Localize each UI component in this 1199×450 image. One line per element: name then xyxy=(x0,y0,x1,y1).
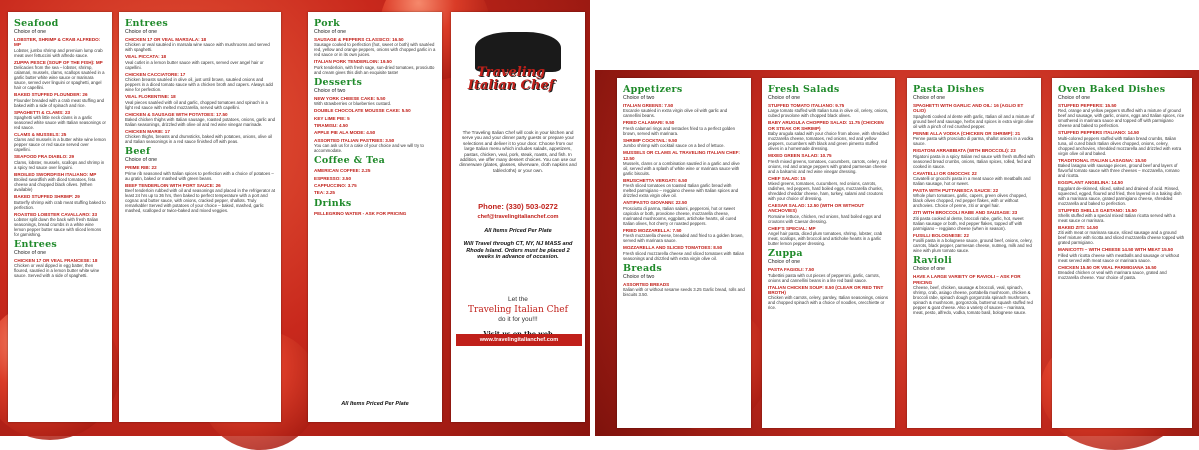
menu-item-description: Chicken thighs, breasts and drumsticks, baked with potatoes, onions, olive oil and Italian seasonings in a red sauce finished off with peas. xyxy=(125,134,273,145)
menu-item-name: CHICKEN 17 OR VEAL MARSALA: 18 xyxy=(125,37,207,42)
menu-item-name: SPAGHETTI WITH GARLIC AND OIL: 16 (AGLIO ET OLIO) xyxy=(913,103,1024,114)
logo-line-2: Italian Chef xyxy=(467,78,555,93)
menu-item-name: STUFFED SHELLS GAETANO: 15.50 xyxy=(1058,207,1137,213)
menu-item-name: EGGPLANT ANGELINA: 14.50 xyxy=(1058,180,1123,186)
section-title: Pork xyxy=(314,18,341,29)
menu-item-name: SAUSAGE & PEPPERS CLASSICO: 16.50 xyxy=(314,37,404,42)
menu-item-name: CHICKEN MARIE: 17 xyxy=(125,129,170,135)
section-subtitle: Choice of one xyxy=(768,259,801,266)
menu-item-description: Lobster, jumbo shrimp and premium lump crab meat over fettuccini with alfredo sauce. xyxy=(14,47,103,58)
menu-item-description: With strawberries or blueberries custard. xyxy=(314,101,392,107)
menu-item-name: VEAL PICCATA: 18 xyxy=(125,54,167,60)
section-title: Ravioli xyxy=(913,255,953,267)
menu-item-name: PELLEGRINO WATER - ASK FOR PRICING xyxy=(314,210,407,216)
menu-item-name: ROASTED LOBSTER CAVALLARO: 33 xyxy=(14,211,98,217)
menu-item-name: ITALIAN CHICKEN SOUP: 8.50 (CLEAR OR RED TINT BROTH) xyxy=(768,284,884,296)
menu-item-description: Large tomato stuffed with Italian tuna in olive oil, celery, onions, cubed provolone with chopped black olives. xyxy=(768,108,889,119)
menu-item-description: Chicken with carrots, celery, parsley, Italian seasonings, onions and chopped spinach with a choice of noodles, orecchiette or rice. xyxy=(768,295,888,311)
menu-panel-salads-zuppa xyxy=(762,78,895,428)
section-title: Beef xyxy=(125,146,151,158)
menu-item-description: Veal cutlet in a lemon butter sauce with capers, served over angel hair or capellini. xyxy=(125,59,264,70)
website-link[interactable]: www.travelingitalianchef.com xyxy=(456,334,582,346)
section-title: Fresh Salads xyxy=(768,84,840,95)
menu-item-name: BAKED STUFFED FLOUNDER: 26 xyxy=(14,92,88,98)
section-subtitle: Choice of one xyxy=(125,157,158,164)
menu-panel-appetizers xyxy=(617,78,751,428)
intro-text: The Traveling Italian Chef will cook in your kitchen and serve you and your dinner party guests or prepare your selections and deliver it to your door. Choose from our large Italian menu which includes salads, appetizers, pastas, chicken, veal, pork, steak, roasts, and fish. In addition, we offer many dessert choices. You can use our dinnerware (plates, glasses, silverware, cloth napkins and tablecloths) or your own. xyxy=(459,130,577,173)
menu-item-description: Clams and mussels in a butter white wine lemon pepper sauce or red sauce served over capellini. xyxy=(14,137,106,153)
menu-item-name: TEA: 2.25 xyxy=(314,190,335,196)
menu-item-name: CHICKEN 17 OR VEAL FRANCESE: 18 xyxy=(14,258,98,264)
menu-item-description: Multi-colored peppers stuffed with Italian bread crumbs, Italian tuna, oil cured black Italian olives chopped, onions, celery, chopped anchovies, shredded mozzarella and drizzled with extra virgin olive oil and baked. xyxy=(1058,135,1182,156)
menu-item-name: CHEF SALAD: 15 xyxy=(768,175,806,181)
phone-number: Phone: (330) 503-0272 xyxy=(478,202,558,211)
menu-item-name: PASTA WITH PUTTANESCA SAUCE: 22 xyxy=(913,188,999,194)
menu-item-description: Pork tenderloin, with fresh sage, sun-dried tomatoes, prosciutto and cream gives this dish an exquisite taste! xyxy=(314,64,435,75)
menu-item-description: Chicken or veal sautéed in marsala wine sauce with mushrooms and served with spaghetti. xyxy=(125,42,270,53)
section-title: Coffee & Tea xyxy=(314,155,386,167)
section-subtitle: Choice of one xyxy=(125,29,158,35)
menu-item-name: TIRAMISU: 4.50 xyxy=(314,123,348,129)
section-subtitle: Choice of one xyxy=(14,250,47,257)
menu-item-name: ITALIAN PORK TENDERLOIN: 19.50 xyxy=(314,59,392,65)
menu-item-name: TRADITIONAL ITALIAN LASAGNA: 15.50 xyxy=(1058,157,1147,163)
section-subtitle: Choice of one xyxy=(913,95,946,101)
menu-item-name: FUSILLI BOLOGNESE: 22 xyxy=(913,232,969,238)
menu-item-description: Italian with or without sesame seeds 3.25 Garlic bread, rolls and biscuits 3.50. xyxy=(623,287,745,298)
menu-item-description: Fusilli pasta in a bolognese sauce, ground beef, onions, celery, carrots, black pepper, parmesan cheese, nutmeg, milk and red wine with plum tomato sauce. xyxy=(913,238,1033,254)
menu-item-name: PRIME RIB: 22 xyxy=(125,165,157,171)
menu-item-name: VEAL FLORENTINE: 18 xyxy=(125,94,176,100)
menu-item-name: FRIED MOZZARELLA: 7.50 xyxy=(623,227,682,233)
logo-line-1: Traveling xyxy=(476,65,546,80)
menu-panel-pasta-ravioli xyxy=(907,78,1041,428)
menu-item-description: Clams, lobster, mussels, scallops and shrimp in a spicy red sauce over linguini. xyxy=(14,159,105,170)
menu-item-description: Flounder breaded with a crab meat stuffing and baked with a side of spinach and rice. xyxy=(14,97,104,108)
panel-footer: All Items Priced Per Plate xyxy=(341,401,409,408)
section-subtitle: Choice of one xyxy=(314,29,347,35)
menu-item-name: SEAFOOD FRA DIABLO: 29 xyxy=(14,154,75,160)
menu-item-name: CAESAR SALAD: 12.50 (WITH OR WITHOUT ANCHOVIES) xyxy=(768,203,865,214)
menu-item-description: Chicken breasts sautéed in olive oil, just until brown, sautéed onions and peppers in a diced tomato sauce with a chicken broth and capers. Always add wine for perfection. xyxy=(125,77,273,93)
menu-item-description: Fresh mozzarella cheese, breaded and fried to a golden brown, served with marinara sauce. xyxy=(623,233,744,244)
menu-item-name: MUSSELS OR CLAMS AL TRAVELING ITALIAN CHEF: 12.50 xyxy=(623,150,740,161)
menu-item-name: MANICOTTI – WITH CHEESE 14.50 WITH MEAT 15.50 xyxy=(1058,247,1174,253)
priced-per-plate: All Items Priced Per Plate xyxy=(484,228,552,234)
menu-item-description: Butterfly shrimp with crab meat stuffing baked to perfection. xyxy=(14,199,106,210)
menu-item-name: RIGATONI ARRABBIATA (WITH BROCCOLI): 23 xyxy=(913,148,1016,154)
menu-item-name: STUFFED TOMATO ITALIANO: 9.75 xyxy=(768,103,845,108)
menu-item-name: ESPRESSO: 3.50 xyxy=(314,175,352,181)
menu-item-description: Veal pieces sautéed with oil and garlic, chopped tomatoes and spinach in a light red sauce with melted mozzarella, served with capellini. xyxy=(125,99,268,110)
menu-item-name: ANTIPASTO GIOVANNI: 22.50 xyxy=(623,200,688,206)
menu-item-name: SHRIMP COCKTAIL: 9.50 xyxy=(623,137,678,143)
menu-item-name: PENNE ALLA VODKA (CHICKEN OR SHRIMP): 21 xyxy=(913,130,1021,136)
menu-item-description: Mixed greens, tomatoes, cucumbers, red onions, carrots, radishes, red peppers, hard boiled eggs, mozzarella chunks, shredded cheddar cheese, ham, turkey, salami and croutons with your choice of dressing. xyxy=(768,181,884,202)
menu-item-name: KEY LIME PIE: 5 xyxy=(314,115,350,121)
section-subtitle: Choice of one xyxy=(14,29,47,35)
section-subtitle: Choice of two xyxy=(623,273,655,280)
menu-item-description: Eggplant de-skinned, sliced, salted and drained of acid. Rinsed, squeezed, egged, floured and fried, then layered in a baking dish with a marinara sauce, grated parmigiano cheese, shredded mozzarella and baked to perfection. xyxy=(1058,185,1182,206)
menu-item-description: Cavatelli or gnocchi pasta in a meat sauce with meatballs and Italian sausage, hot or sweet. xyxy=(913,176,1031,187)
section-subtitle: Choice of two xyxy=(314,87,346,94)
menu-item-description: Prime rib seasoned with Italian spices to perfection with a choice of potatoes – au gratin, baked or mashed with green beans. xyxy=(125,170,274,181)
menu-item-description: Rigatoni pasta in a spicy Italian red sauce with fresh stuffed with seasoned bread crumbs, onions, Italian spices, rolled, fed and cooked in sauce. xyxy=(913,153,1035,169)
menu-item-name: MOZZARELLA AND SLICED TOMATOES: 8.50 xyxy=(623,245,723,251)
menu-item-description: Spaghetti cooked al dente with garlic, Italian oil and a mixture of ground beef and sausage, herbs and spices in extra virgin olive oil with a pinch of red crushed pepper. xyxy=(913,113,1035,129)
section-title: Seafood xyxy=(14,18,59,29)
section-title: Breads xyxy=(623,262,663,274)
menu-item-name: DOUBLE CHOCOLATE MOUSSE CAKE: 5.50 xyxy=(314,108,411,114)
menu-panel-oven-baked xyxy=(1052,78,1192,428)
travel-notice: Will Travel through CT, NY, NJ MASS and Rhode Island. Orders must be placed 2 weeks in advance of occasion. xyxy=(463,241,573,261)
menu-item-name: CLAMS & MUSSELS: 25 xyxy=(14,132,67,138)
menu-item-name: STUFFED PEPPERS: 15.50 xyxy=(1058,103,1117,108)
menu-item-description: Breaded chicken or veal with marinara sauce, grated and mozzarella cheese. Your choice of pasta. xyxy=(1058,270,1167,281)
menu-item-name: FRIED CALAMARI: 9.50 xyxy=(623,120,675,126)
menu-item-name: BEEF TENDERLOIN WITH PORT SAUCE: 26 xyxy=(125,182,221,188)
menu-item-description: Cheese, beef, chicken, sausage & broccoli, veal, spinach, shrimp, crab, asiago cheese, portabella mushroom, chicken & broccoli rabe, spinach dough gorgonzola spinach mushroom, spinach & mushroom, gorgonzola, butternut squash stuffed red pepper & goat cheese. Also a variety of sauces – marinara, meat, pesto, alfredo, vodka, tomato basil, bolognese sauce. xyxy=(913,285,1033,316)
menu-item-description: Sausage cooked to perfection (hot, sweet or both) with sautéed red, yellow and orange peppers, onions with chopped garlic in a red sauce or in its own juices. xyxy=(314,42,436,58)
section-subtitle: Choice of one xyxy=(768,95,801,101)
menu-item-name: CAPPUCCINO: 3.75 xyxy=(314,183,357,189)
menu-item-name: CHICKEN 15.50 OR VEAL PARMIGIANA 16.50 xyxy=(1058,264,1157,270)
menu-panel-pork-desserts xyxy=(308,12,442,422)
menu-item-name: ASSORTED BREADS xyxy=(623,281,670,287)
menu-item-description: Ziti with meat or marinara sauce, sliced sausage and a ground beef mixture with ricotta and sliced mozzarella cheese topped with grated parmigiano. xyxy=(1058,230,1185,246)
menu-item-description: Fresh sliced tomatoes on toasted Italian garlic bread with melted parmigiano – reggiano cheese with Italian spices and drizzled extra virgin olive oil. xyxy=(623,183,739,199)
menu-item-description: Tubettini pasta with cut pieces of pepperoni, garlic, carrots, onions and cannellini beans in a lite red basil sauce. xyxy=(768,272,880,283)
menu-panel-entrees-beef xyxy=(119,12,281,422)
menu-item-description: Fresh sliced mozzarella cheese and sliced tomatoes with Italian seasonings and drizzled with extra virgin olive oil. xyxy=(623,250,745,261)
section-title: Pasta Dishes xyxy=(913,84,985,95)
menu-item-description: Romaine lettuce, chicken, red onions, hard boiled eggs and croutons with Caesar dressing. xyxy=(768,213,881,224)
menu-item-description: You can ask us for a cake of your choice and we will try to accommodate. xyxy=(314,143,424,154)
section-title: Desserts xyxy=(314,76,363,88)
menu-item-description: Jumbo shrimp with cocktail sauce on a bed of lettuce. xyxy=(623,143,725,149)
menu-item-description: Filled with ricotta cheese with meatballs and sausage or without meat served with meat sauce or marinara sauce. xyxy=(1058,252,1180,263)
menu-item-name: ITALIAN GREENS: 7.50 xyxy=(623,103,674,108)
menu-item-description: Fresh calamari rings and tentacles fried to a perfect golden brown, served with marinara. xyxy=(623,125,736,136)
cover-panel xyxy=(451,12,585,422)
menu-item-description: Delicacies from the sea – lobster, shrimp, calamari, mussels, clams, scallops sautéed in a garlic butter white wine sauce or marinara sauce, served over linguini or spaghetti, angel hair or capellini. xyxy=(14,65,105,91)
menu-item-description: Red, orange and yellow peppers stuffed with a mixture of ground beef and sausage, with garlic, onions, eggs and Italian spices, rice smothered in marinara sauce and topped off with parmigiano cheese and baked to perfection. xyxy=(1058,108,1185,129)
menu-item-name: BABY ARUGULA CHOPPED SALAD: 11.75 (CHICKEN OR STEAK OR SHRIMP) xyxy=(768,120,884,131)
menu-item-description: Angel hair pasta, diced plum tomatoes, shrimp, lobster, crab meat, scallops, with broccoli and artichoke hearts in a garlic butter lemon pepper dressing. xyxy=(768,231,883,247)
menu-item-name: BAKED ZITI: 14.50 xyxy=(1058,225,1099,231)
section-title: Entrees xyxy=(125,18,169,29)
menu-item-name: SPAGHETTI & CLAMS: 23 xyxy=(14,109,71,115)
menu-item-description: Prosciutto di parma, Italian salami, pepperoni, hot or sweet capicola or both, provolone cheese, mozzarella cheese, marinated mushrooms, eggplant, artichoke hearts, oil cured Italian olives, hot cherry or roasted peppers. xyxy=(623,205,737,226)
menu-item-description: Escarole sautéed in extra virgin olive oil with garlic and cannellini beans. xyxy=(623,108,728,119)
menu-item-description: Ziti pasta cooked al dente, broccoli rabe, garlic, hot, sweet Italian sausage or both, red pepper flakes, topped off with parmigiano – reggiano cheese (when in season). xyxy=(913,215,1024,231)
menu-item-description: Broiled swordfish with diced tomatoes, feta cheese and chopped black olives. (When available) xyxy=(14,177,96,193)
menu-item-name: MIXED GREEN SALAD: 10.75 xyxy=(768,153,832,159)
menu-item-description: Mussels, clams or a combination sautéed in a garlic and olive oil, served with a splash of white wine or marinara sauce with garlic biscuits. xyxy=(623,161,740,177)
section-subtitle: Choice of two xyxy=(623,95,655,101)
menu-item-description: Lobster split down the back with fresh Italian seasonings, bread crumbs in a white wine lemon pepper butter sauce with sliced lemons for garnishing. xyxy=(14,217,102,238)
section-title: Appetizers xyxy=(623,84,683,95)
menu-item-name: ASSORTED ITALIAN PASTRIES: 3.50 xyxy=(314,137,395,143)
section-title: Drinks xyxy=(314,197,352,209)
menu-item-name: CHEF'S SPECIAL: MP xyxy=(768,225,816,231)
menu-item-description: Fresh mixed greens, tomatoes, cucumbers, carrots, celery, red onions, red and orange peppers with grated parmesan cheese and a balsamic and red wine vinegar dressing. xyxy=(768,158,888,174)
menu-item-description: Penne pasta with prosciutto di parma, shallot onions in a vodka sauce. xyxy=(913,136,1034,147)
menu-item-name: BRUSCHETTA VERGATI: 6.50 xyxy=(623,178,688,184)
menu-item-name: BAKED STUFFED SHRIMP: 29 xyxy=(14,194,80,200)
menu-item-name: STUFFED PEPPERS ITALIANO: 14.50 xyxy=(1058,130,1140,136)
menu-item-name: ZUPPA PESCE (SOUP OF THE FISH): MP xyxy=(14,59,103,65)
menu-item-name: NEW YORK CHEESE CAKE: 5.50 xyxy=(314,95,386,101)
menu-item-name: LOBSTER, SHRIMP & CRAB ALFREDO: MP xyxy=(14,37,101,48)
section-title: Entrees xyxy=(14,239,58,251)
menu-item-description: Baked lasagna with sausage pieces, ground beef and layers of flavorful tomato sauce with three cheeses – mozzarella, romano and ricotta. xyxy=(1058,163,1180,179)
section-title: Zuppa xyxy=(768,248,803,260)
menu-item-description: Whole plum tomatoes, garlic, capers, green olives chopped, black olives chopped, red pepper flakes, with or without anchovies. Choice of penne, ziti or angel hair. xyxy=(913,193,1027,209)
menu-item-name: HAVE A LARGE VARIETY OF RAVIOLI – ASK FOR PRICING xyxy=(913,274,1021,285)
menu-item-name: BROILED SWORDFISH ITALIANO: MP xyxy=(14,171,97,177)
menu-panel-seafood xyxy=(8,12,112,422)
menu-item-name: ZITI WITH BROCCOLI RABE AND SAUSAGE: 23 xyxy=(913,210,1018,216)
menu-item-name: AMERICAN COFFEE: 2.25 xyxy=(314,168,371,174)
menu-item-name: CHICKEN & SAUSAGE WITH POTATOES: 17.50 xyxy=(125,111,228,117)
menu-item-description: Beef tenderloin rubbed with oil and seasonings and placed in the refrigerator at least 24 hrs up to 36 hrs, then baked to perfect temperature with a port and cognac and butter sauce, with onions, cracked pepper, shallots. Truly remarkable! Served with potatoes of your choice – baked, mashed, garlic mashed, scalloped or twice-baked and mixed veggies. xyxy=(125,188,276,214)
brand-name: Traveling Italian Chef xyxy=(468,305,568,315)
menu-item-name: CAVATELLI OR GNOCCHI: 22 xyxy=(913,170,977,176)
menu-item-description: Baby arugula salad with your choice from above, with shredded mozzarella cheese, tomatoes, red onions, red and yellow peppers, cucumbers with black and green pimento stuffed olives in a homemade dressing. xyxy=(768,131,889,152)
menu-item-description: Chicken or veal dipped in egg batter, then floured, sautéed in a lemon butter white wine sauce. Served with a side of spaghetti. xyxy=(14,263,100,279)
menu-item-description: Spaghetti with little neck clams in a garlic seasoned white sauce with Italian seasonings or red sauce. xyxy=(14,115,106,131)
let-the-text: Let the xyxy=(508,296,528,303)
menu-item-description: Shells stuffed with a special mixed Italian ricotta served with a meat sauce or marinara. xyxy=(1058,213,1176,224)
menu-item-name: PASTA FAGIOLI: 7.50 xyxy=(768,267,815,273)
section-subtitle: Choice of one xyxy=(1058,95,1091,101)
menu-item-name: APPLE PIE ALA MODE: 4.50 xyxy=(314,130,376,136)
section-subtitle: Choice of one xyxy=(913,266,946,273)
email-link[interactable]: chef@travelingitalianchef.com xyxy=(477,214,559,220)
menu-item-name: CHICKEN CACCIATORE: 17 xyxy=(125,71,186,77)
do-it-text: do it for you!!! xyxy=(498,316,538,323)
section-title: Oven Baked Dishes xyxy=(1058,84,1166,95)
menu-item-description: Baked chicken thighs with Italian sausage, roasted potatoes, onions, garlic and Italian seasonings, drizzled with olive oil and red wine vinegar marinade. xyxy=(125,117,276,128)
